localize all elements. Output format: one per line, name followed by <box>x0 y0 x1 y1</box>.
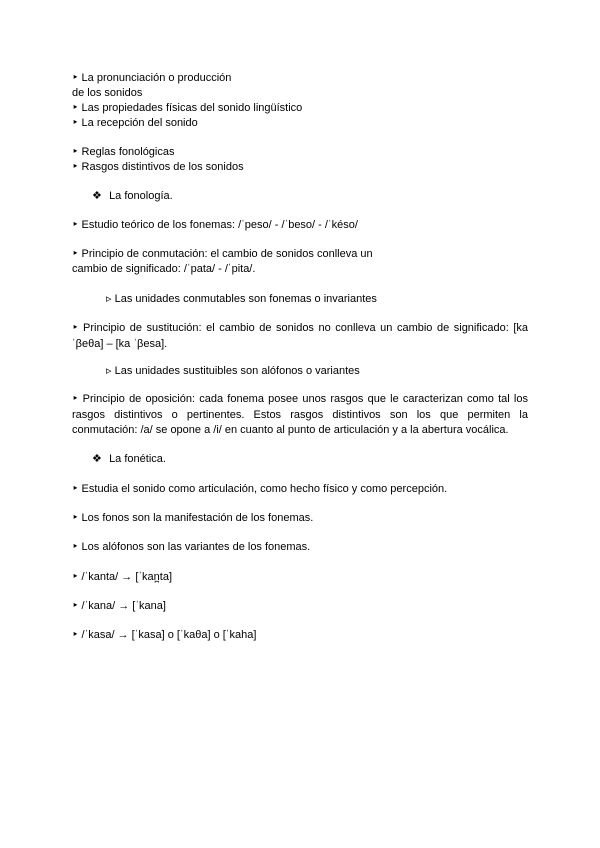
section-heading-fonologia <box>92 189 173 204</box>
list-item: ‣ La recepción del sonido <box>72 117 198 129</box>
list-item: ‣ Reglas fonológicas <box>72 146 175 158</box>
section-heading-fonetica <box>92 452 166 467</box>
diamond-bullet-icon: ❖ <box>92 190 102 202</box>
list-item: ‣ Las propiedades físicas del sonido lingüístico <box>72 102 303 114</box>
paragraph-sustitucion: ‣ Principio de sustitución: el cambio de sonidos no conlleva un cambio de significado: [ka ˈβeθa] – [ka ˈβesa]. <box>72 322 528 350</box>
sub-point-conmutables: ▹ Las unidades conmutables son fonemas o invariantes <box>106 293 377 305</box>
example-kanta: ‣ /ˈkanta/ → [ˈkan̪ta] <box>72 571 173 583</box>
paragraph-oposicion: ‣ Principio de oposición: cada fonema posee unos rasgos que le caracterizan como tal los rasgos distintivos o pertinentes. Estos rasgos distintivos son los que permiten la conmutación: /a/ se opone a /i/ en cuanto al punto de articulación y a la abertura vocálica. <box>72 393 528 436</box>
list-item-continuation: de los sonidos <box>72 87 143 99</box>
section-heading-text: La fonética. <box>109 453 166 465</box>
paragraph-fonos: ‣ Los fonos son la manifestación de los fonemas. <box>72 512 314 524</box>
paragraph-conmutacion-line1: ‣ Principio de conmutación: el cambio de sonidos conlleva un <box>72 248 373 260</box>
paragraph-alofonos: ‣ Los alófonos son las variantes de los fonemas. <box>72 541 311 553</box>
list-item: ‣ La pronunciación o producción <box>72 72 232 84</box>
sub-point-sustituibles: ▹ Las unidades sustituibles son alófonos o variantes <box>106 365 360 377</box>
paragraph-estudia: ‣ Estudia el sonido como articulación, como hecho físico y como percepción. <box>72 483 448 495</box>
diamond-bullet-icon: ❖ <box>92 453 102 465</box>
paragraph-conmutacion-line2: cambio de significado: /ˈpata/ - /ˈpita/. <box>72 263 256 275</box>
section-heading-text: La fonología. <box>109 190 173 202</box>
example-kasa: ‣ /ˈkasa/ → [ˈkasa] o [ˈkaθa] o [ˈkaha] <box>72 629 257 641</box>
example-kana: ‣ /ˈkana/ → [ˈkana] <box>72 600 166 612</box>
paragraph-estudio: ‣ Estudio teórico de los fonemas: /ˈpeso/ - /ˈbeso/ - /ˈkéso/ <box>72 219 358 231</box>
list-item: ‣ Rasgos distintivos de los sonidos <box>72 161 244 173</box>
